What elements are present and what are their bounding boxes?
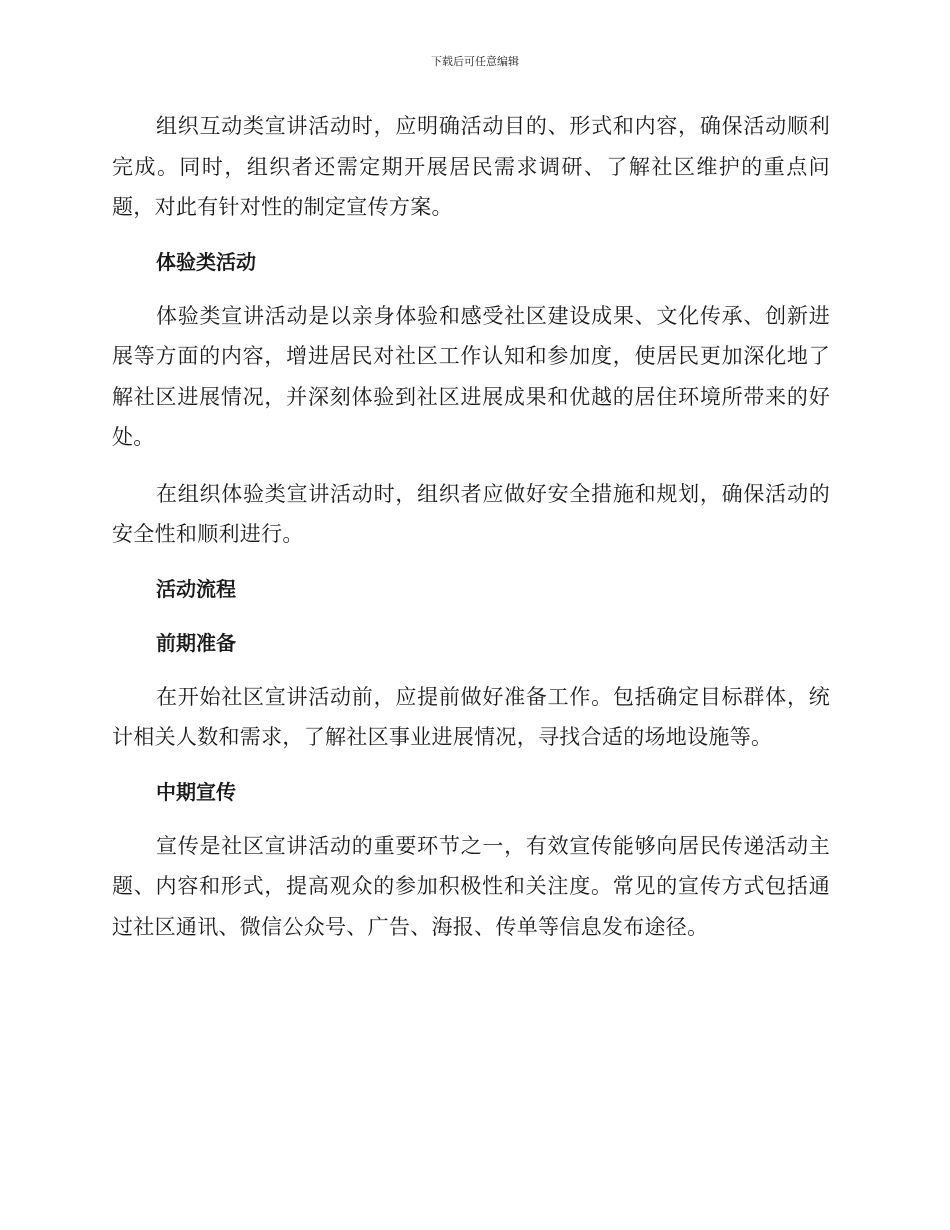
heading-activity-process: 活动流程 bbox=[156, 576, 236, 601]
heading-mid-term-publicity: 中期宣传 bbox=[156, 779, 236, 804]
document-body bbox=[112, 106, 830, 947]
heading-preparation: 前期准备 bbox=[156, 630, 236, 655]
paragraph-preparation: 在开始社区宣讲活动前，应提前做好准备工作。包括确定目标群体，统计相关人数和需求，了解社区事业进展情况，寻找合适的场地设施等。 bbox=[112, 684, 830, 749]
page-header: 下载后可任意编辑 bbox=[431, 55, 519, 68]
paragraph-experience-activities: 体验类宣讲活动是以亲身体验和感受社区建设成果、文化传承、创新进展等方面的内容，增进居民对社区工作认知和参加度，使居民更加深化地了解社区进展情况，并深刻体验到社区进展成果和优越的居住环境所带来的好处。 bbox=[112, 303, 830, 449]
paragraph-publicity: 宣传是社区宣讲活动的重要环节之一，有效宣传能够向居民传递活动主题、内容和形式，提高观众的参加积极性和关注度。常见的宣传方式包括通过社区通讯、微信公众号、广告、海报、传单等信息发布途径。 bbox=[112, 833, 830, 939]
heading-experience-activities: 体验类活动 bbox=[156, 249, 256, 274]
paragraph-experience-safety: 在组织体验类宣讲活动时，组织者应做好安全措施和规划，确保活动的安全性和顺利进行。 bbox=[112, 481, 830, 546]
paragraph-interactive-activity-organization: 组织互动类宣讲活动时，应明确活动目的、形式和内容，确保活动顺利完成。同时，组织者还需定期开展居民需求调研、了解社区维护的重点问题，对此有针对性的制定宣传方案。 bbox=[112, 114, 830, 219]
